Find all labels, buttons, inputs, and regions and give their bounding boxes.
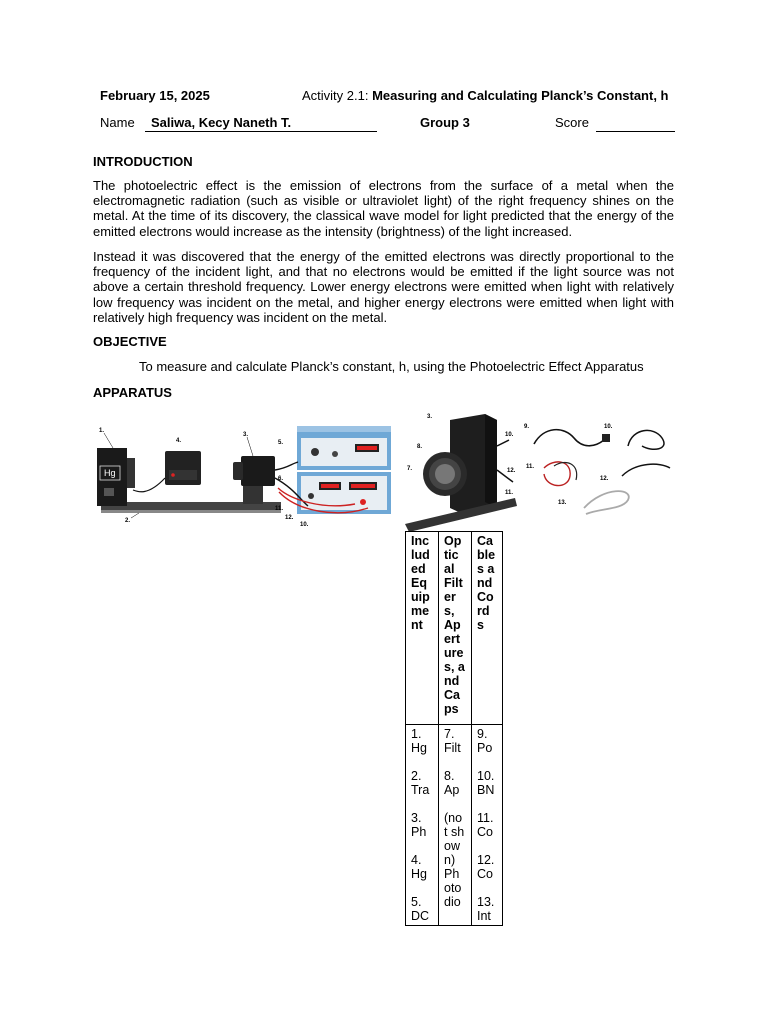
list-item: 3. Ph <box>411 811 427 839</box>
callout-5: 5. <box>278 440 284 446</box>
callout-12b: 12. <box>507 468 516 474</box>
name-label: Name <box>100 115 135 130</box>
photodiode-closeup-image <box>405 410 525 532</box>
callout-12: 12. <box>285 515 294 521</box>
power-cord-graphic <box>534 430 604 446</box>
red-cord-graphic <box>544 462 570 486</box>
activity-prefix: Activity 2.1: <box>302 88 373 103</box>
list-item: 2. Tra <box>411 769 430 797</box>
name-field <box>145 115 377 132</box>
callout-10b: 10. <box>505 432 514 438</box>
name-value: Saliwa, Kecy Naneth T. <box>151 115 292 130</box>
callout-7: 7. <box>407 466 413 472</box>
callout-6: 6. <box>278 476 284 482</box>
header-optical-filters: Optical Filters, Apertures, and Caps <box>439 532 472 725</box>
optical-filters-cell <box>439 725 472 926</box>
callout-8: 8. <box>417 444 423 450</box>
list-item: 13. Int <box>477 895 495 923</box>
list-item: 5. DC <box>411 895 430 923</box>
connector-cable-graphic <box>622 464 670 476</box>
callout-2: 2. <box>125 518 131 524</box>
callout-12c: 12. <box>600 476 609 482</box>
callout-3: 3. <box>243 432 249 438</box>
callout-13: 13. <box>558 500 567 506</box>
equipment-table <box>405 531 503 926</box>
list-item: 10. BN <box>477 769 495 797</box>
document-date: February 15, 2025 <box>100 88 210 103</box>
activity-title <box>302 88 668 103</box>
list-item: 4. Hg <box>411 853 427 881</box>
objective-text: To measure and calculate Planck’s constant, h, using the Photoelectric Effect Apparatus <box>139 359 644 374</box>
score-field <box>596 115 675 132</box>
apparatus-setup-image <box>93 418 405 532</box>
bnc-cable-graphic <box>628 430 664 449</box>
callout-9: 9. <box>524 424 530 430</box>
header-included-equipment: Included Equipment <box>406 532 439 725</box>
list-item: (not shown) Photodio <box>444 811 465 909</box>
callout-10c: 10. <box>604 424 613 430</box>
callout-10: 10. <box>300 522 309 528</box>
introduction-paragraph-1: The photoelectric effect is the emission of electrons from the surface of a metal when the electromagnetic radiation (such as visible or ultraviolet light) of the right frequency shines on the metal. At the time of its discovery, the classical wave model for light predicted that the energy of the emitted electrons would increase as the intensity (brightness) of the light increased. <box>93 178 674 239</box>
included-equipment-cell <box>406 725 439 926</box>
table-row <box>406 725 503 926</box>
callout-11b: 11. <box>505 490 514 496</box>
list-item: 1. Hg <box>411 727 427 755</box>
list-item: 11. Co <box>477 811 494 839</box>
list-item: 7. Filt <box>444 727 461 755</box>
callout-11c: 11. <box>526 464 535 470</box>
interface-cable-graphic <box>584 491 629 514</box>
group-label: Group 3 <box>420 115 470 130</box>
cables-image <box>524 418 676 516</box>
list-item: 9. Po <box>477 727 493 755</box>
list-item: 8. Ap <box>444 769 460 797</box>
introduction-heading: INTRODUCTION <box>93 154 193 169</box>
objective-heading: OBJECTIVE <box>93 334 167 349</box>
introduction-paragraph-2: Instead it was discovered that the energy of the emitted electrons was directly proportional to the frequency of the incident light, and that no electrons would be emitted if the light source was not above a certain threshold frequency. Lower energy electrons were emitted when light with relatively low frequency was incident on the metal, and higher energy electrons were emitted when light with relatively high frequency was incident on the metal. <box>93 249 674 325</box>
activity-name: Measuring and Calculating Planck’s Constant, h <box>372 88 669 103</box>
header-cables-cords: Cables and Cords <box>472 532 503 725</box>
hg-lamp-label: Hg <box>104 468 116 478</box>
table-header-row <box>406 532 503 725</box>
callout-3b: 3. <box>427 414 433 420</box>
callout-11: 11. <box>275 506 284 512</box>
callout-4: 4. <box>176 438 182 444</box>
callout-1: 1. <box>99 428 105 434</box>
apparatus-heading: APPARATUS <box>93 385 172 400</box>
cables-cords-cell <box>472 725 503 926</box>
score-label: Score <box>555 115 589 130</box>
list-item: 12. Co <box>477 853 495 881</box>
photodiode-housing-graphic <box>241 456 275 486</box>
